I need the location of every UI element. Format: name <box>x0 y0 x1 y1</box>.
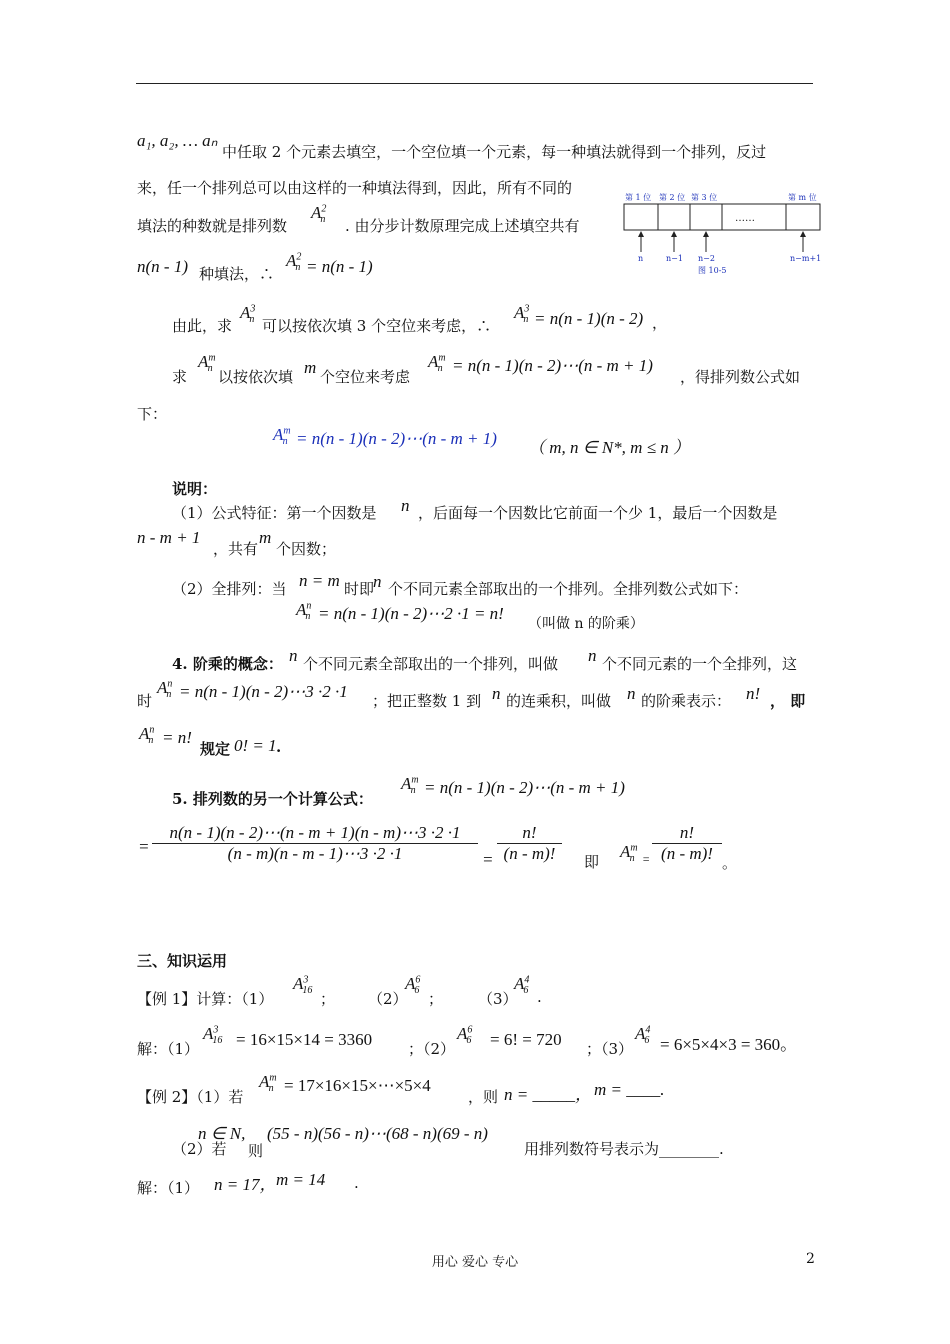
sol2-n: n = 17， <box>214 1175 277 1194</box>
perm-symbol: $A^4_6$ <box>635 1024 651 1047</box>
slot-label: 第 m 位 <box>788 193 817 202</box>
ex2-g: n ∈ N, <box>198 1124 246 1143</box>
fraction-3-num: n! <box>679 823 695 842</box>
arrow-label: n <box>638 254 644 263</box>
s4-j: = n! <box>162 728 192 747</box>
intro-line3a: 填法的种数就是排列数 <box>137 217 288 235</box>
note-l3eq: n = m <box>299 571 340 590</box>
s4-title: 4. 阶乘的概念： <box>172 655 283 673</box>
s5-title: 5. 排列数的另一个计算公式： <box>172 790 373 808</box>
note-l2c: 个因数； <box>276 540 337 558</box>
intro-result: = n(n - 1) <box>306 257 373 276</box>
note-l3b: 时即 <box>344 580 375 598</box>
sol2-m: m = 14 <box>276 1170 326 1189</box>
equals: = <box>138 837 150 856</box>
page-number: 2 <box>806 1251 815 1267</box>
ex2-h: 则 <box>248 1142 264 1160</box>
var-n: n <box>373 572 382 591</box>
p2-result: = n(n - 1)(n - 2) <box>534 309 644 328</box>
perm-symbol: $A^m_n$ <box>401 774 419 797</box>
sol1-label: 解：（1） <box>137 1040 200 1058</box>
note-l2a: n - m + 1 <box>137 528 201 547</box>
s4-g: 的阶乘表示： <box>641 692 732 710</box>
big-fraction <box>152 823 478 864</box>
var-n: n <box>289 646 298 665</box>
ex1-sep: ； <box>428 990 444 1008</box>
ex2-product: (55 - n)(56 - n)⋯(68 - n)(69 - n) <box>267 1124 488 1143</box>
note-l3a: （2）全排列：当 <box>172 580 287 598</box>
sec3-title: 三、知识运用 <box>137 952 228 970</box>
perm-symbol: $A^6_6$ <box>405 974 421 997</box>
ex2-f: （2）若 <box>172 1140 227 1158</box>
note-l3c: 个不同元素全部取出的一个排列。全排列数公式如下： <box>388 580 749 598</box>
var-m: m <box>304 358 317 377</box>
perm-symbol: $A^m_n$ <box>428 352 446 375</box>
intro-line3b: . 由分步计数原理完成上述填空共有 <box>345 217 580 235</box>
var-n: n <box>492 684 501 703</box>
full-perm-formula: = n(n - 1)(n - 2)⋯2 ·1 = n! <box>318 604 504 623</box>
s5-ji: 即 <box>584 853 600 871</box>
s5-top: = n(n - 1)(n - 2)⋯(n - m + 1) <box>424 778 625 797</box>
fraction-2-num: n! <box>522 823 537 842</box>
intro-line4b: 种填法，∴ <box>199 265 275 283</box>
s4-k: 规定 <box>200 740 231 758</box>
perm-symbol: $A^n_n$ <box>157 678 173 701</box>
s4-i: ， 即 <box>770 692 806 710</box>
ex1-c: （2） <box>368 990 408 1008</box>
sol1-f: = 6×5×4×3 = 360。 <box>660 1035 798 1054</box>
s4-formula: = n(n - 1)(n - 2)⋯3 ·2 ·1 <box>179 682 348 701</box>
s4-a: 个不同元素全部取出的一个排列，叫做 <box>303 655 559 673</box>
perm-symbol: $A^m_n$ <box>259 1072 277 1095</box>
ex2-label: 【例 2】（1）若 <box>137 1088 244 1106</box>
perm-symbol: $A^m_n$ <box>273 425 291 448</box>
slot-label: 第 2 位 <box>659 193 686 202</box>
p3-f: 下： <box>137 405 168 423</box>
ex2-j: 用排列数符号表示为________. <box>524 1140 724 1158</box>
sol1-b: = 16×15×14 = 3360 <box>236 1030 373 1049</box>
arrow-label: n−1 <box>666 254 683 263</box>
p3-e: ，得排列数公式如 <box>680 368 801 386</box>
var-n: n <box>588 646 597 665</box>
perm-symbol: $A^2_n$ <box>311 203 327 226</box>
ex1-e: （3） <box>478 990 518 1008</box>
zero-fact: 0! = 1 <box>234 736 277 755</box>
sequence-a: a₁, a₂, … aₙ <box>137 131 218 150</box>
p3-c: 个空位来考虑 <box>320 368 411 386</box>
ex1-label: 【例 1】计算：（1） <box>137 990 274 1008</box>
main-formula-cond: （ m, n ∈ N*, m ≤ n ） <box>528 438 691 457</box>
s4-e: ；把正整数 1 到 <box>372 692 482 710</box>
perm-symbol: $A^n_n$ <box>296 600 312 623</box>
page-footer: 用心 爱心 专心 <box>431 1255 519 1270</box>
arrow-label: n−2 <box>698 254 715 263</box>
p3-a: 求 <box>172 368 188 386</box>
s4-f: 的连乘积，叫做 <box>506 692 612 710</box>
note-l2b: ，共有 <box>213 540 259 558</box>
header-rule <box>136 83 813 84</box>
s4-nfact: n! <box>746 684 761 703</box>
big-denominator: (n - m)(n - m - 1)⋯3 ·2 ·1 <box>227 844 403 863</box>
intro-line2: 来，任一个排列总可以由这样的一种填法得到，因此，所有不同的 <box>137 179 573 197</box>
equals: = <box>642 852 651 866</box>
var-n: n <box>401 496 410 515</box>
s4-b: 个不同元素的一个全排列，这 <box>602 655 798 673</box>
p2-d: ， <box>652 314 668 332</box>
intro-count: n(n - 1) <box>137 257 188 276</box>
perm-symbol: $A^n_n$ <box>139 724 155 747</box>
perm-symbol: $A^3_n$ <box>514 303 530 326</box>
var-m: m <box>259 528 272 547</box>
sol2-d: . <box>354 1174 359 1192</box>
p2-b: 可以按依次填 3 个空位来考虑，∴ <box>262 317 492 335</box>
sol1-e: ；（3） <box>586 1040 634 1058</box>
s5-end: 。 <box>722 854 738 872</box>
sol1-d: = 6! = 720 <box>490 1030 562 1049</box>
ex1-sep: ； <box>320 990 336 1008</box>
fraction-2-den: (n - m)! <box>503 844 556 863</box>
arrow-label: n−m+1 <box>790 254 822 263</box>
perm-symbol: $A^3_n$ <box>240 303 256 326</box>
p3-result: = n(n - 1)(n - 2)⋯(n - m + 1) <box>452 356 653 375</box>
ex2-d: n = _____， <box>504 1085 592 1104</box>
sol1-c: ；（2） <box>408 1040 456 1058</box>
p2-a: 由此，求 <box>172 317 233 335</box>
var-n: n <box>627 684 636 703</box>
perm-symbol: $A^m_n$ <box>198 352 216 375</box>
fraction-3-den: (n - m)! <box>661 844 713 863</box>
note-l1b: ，后面每一个因数比它前面一个少 1，最后一个因数是 <box>418 504 778 522</box>
perm-symbol: $A^6_6$ <box>457 1024 473 1047</box>
big-numerator: n(n - 1)(n - 2)⋯(n - m + 1)(n - m)⋯3 ·2 ·1 <box>169 823 461 842</box>
note-l4b: （叫做 n 的阶乘） <box>528 616 644 632</box>
ex1-f: . <box>537 988 542 1006</box>
perm-symbol: $A^2_n$ <box>286 251 302 274</box>
s4-c: 时 <box>137 692 153 710</box>
p3-b: 以按依次填 <box>218 368 294 386</box>
perm-symbol: $A^3_{16}$ <box>203 1024 223 1047</box>
note-title: 说明： <box>172 480 218 498</box>
s4-end: . <box>276 738 282 756</box>
slot-label: 第 1 位 <box>625 193 652 202</box>
ex2-b: = 17×16×15×⋯×5×4 <box>284 1076 431 1095</box>
figure-caption: 图 10-5 <box>698 266 727 275</box>
perm-symbol: $A^m_n$ <box>620 842 638 865</box>
slot-ellipsis: …… <box>735 213 755 224</box>
ex2-e: m = ____. <box>594 1080 665 1099</box>
equals: = <box>482 850 494 869</box>
perm-symbol: $A^3_{16}$ <box>293 974 313 997</box>
sol2-label: 解：（1） <box>137 1179 200 1197</box>
main-formula: = n(n - 1)(n - 2)⋯(n - m + 1) <box>296 429 497 448</box>
perm-symbol: $A^4_6$ <box>514 974 530 997</box>
fraction-3 <box>652 823 722 864</box>
fraction-2 <box>497 823 562 864</box>
intro-line1: 中任取 2 个元素去填空，一个空位填一个元素，每一种填法就得到一个排列，反过 <box>222 143 767 161</box>
slot-figure <box>622 190 822 275</box>
slot-label: 第 3 位 <box>691 193 718 202</box>
note-l1a: （1）公式特征：第一个因数是 <box>172 504 377 522</box>
ex2-c: ，则 <box>468 1088 499 1106</box>
